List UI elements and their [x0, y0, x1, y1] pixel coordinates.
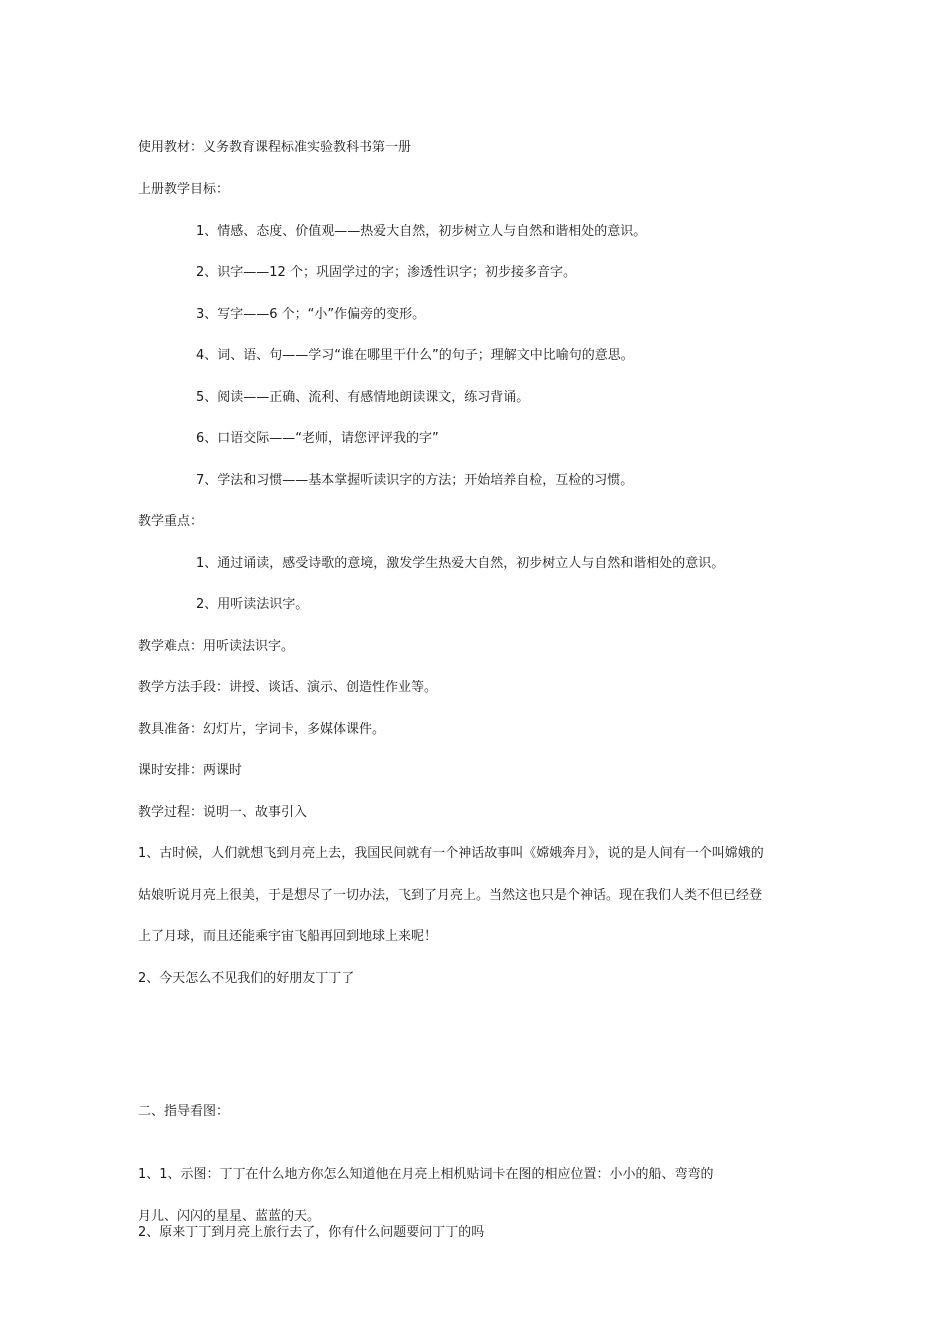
- key-points-heading: 教学重点：: [138, 514, 204, 529]
- tools-line: 教具准备：幻灯片，字词卡，多媒体课件。: [138, 722, 386, 737]
- difficulty-line: 教学难点：用听读法识字。: [138, 639, 295, 654]
- story-line: 上了月球，而且还能乘宇宙飞船再回到地球上来呢！: [138, 929, 438, 944]
- goal-item: 5、阅读——正确、流利、有感情地朗读课文，练习背诵。: [196, 390, 530, 405]
- goal-item: 2、识字——12 个；巩固学过的字；渗透性识字；初步接多音字。: [196, 265, 576, 280]
- section2-line: 2、原来丁丁到月亮上旅行去了，你有什么问题要问丁丁的吗: [138, 1225, 485, 1240]
- key-point-item: 1、通过诵读，感受诗歌的意境，激发学生热爱大自然，初步树立人与自然和谐相处的意识。: [196, 556, 725, 571]
- section2-line: 月儿、闪闪的星星、蓝蓝的天。: [138, 1209, 321, 1224]
- story-line-2: 2、今天怎么不见我们的好朋友丁丁了: [138, 971, 355, 986]
- goal-item: 7、学法和习惯——基本掌握听读识字的方法；开始培养自检，互检的习惯。: [196, 473, 634, 488]
- goal-item: 3、写字——6 个；“小”作偏旁的变形。: [196, 307, 426, 322]
- goal-item: 6、口语交际——“老师，请您评评我的字”: [196, 431, 439, 446]
- key-point-item: 2、用听读法识字。: [196, 597, 309, 612]
- methods-line: 教学方法手段：讲授、谈话、演示、创造性作业等。: [138, 680, 438, 695]
- story-line: 姑娘听说月亮上很美，于是想尽了一切办法，飞到了月亮上。当然这也只是个神话。现在我们人类不但已经登: [138, 888, 763, 903]
- teaching-material-line: 使用教材：义务教育课程标准实验教科书第一册: [138, 140, 412, 155]
- goals-heading: 上册教学目标：: [138, 182, 230, 197]
- story-line: 1、古时候，人们就想飞到月亮上去，我国民间就有一个神话故事叫《嫦娥奔月》，说的是人间有一个叫嫦娥的: [138, 846, 764, 861]
- schedule-line: 课时安排：两课时: [138, 763, 243, 778]
- section2-line: 1、1、示图：丁丁在什么地方你怎么知道他在月亮上相机贴词卡在图的相应位置：小小的船、弯弯的: [138, 1167, 714, 1182]
- goal-item: 1、情感、态度、价值观——热爱大自然，初步树立人与自然和谐相处的意识。: [196, 224, 647, 239]
- section2-heading: 二、指导看图：: [138, 1104, 230, 1119]
- process-line: 教学过程：说明一、故事引入: [138, 805, 308, 820]
- goal-item: 4、词、语、句——学习“谁在哪里干什么”的句子；理解文中比喻句的意思。: [196, 348, 634, 363]
